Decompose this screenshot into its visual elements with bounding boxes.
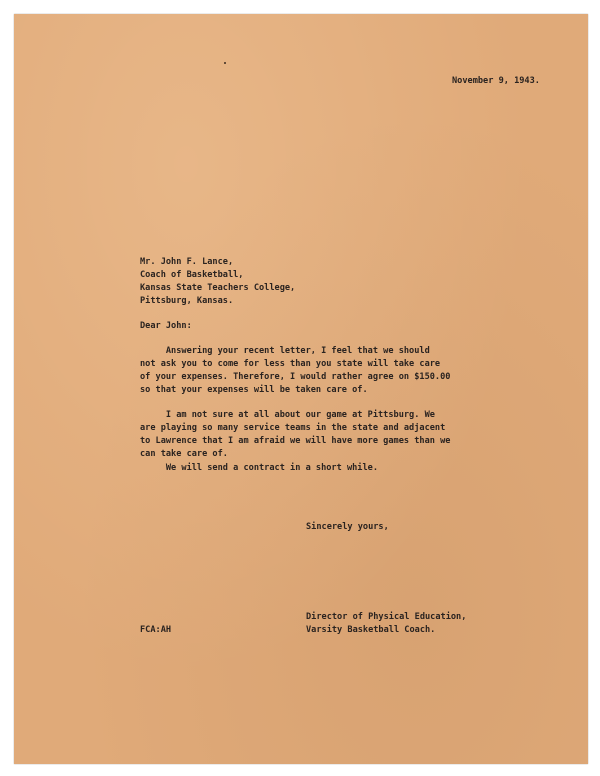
body-line: so that your expenses will be taken care of. [140,385,368,395]
salutation: Dear John: [140,321,192,331]
page-speck [224,62,226,64]
recipient-line: Pittsburg, Kansas. [140,296,234,306]
body-line: I am not sure at all about our game at Pittsburg. We [140,410,435,420]
letter-date: November 9, 1943. [452,76,540,86]
body-line: Answering your recent letter, I feel that we should [140,346,430,356]
recipient-line: Coach of Basketball, [140,270,244,280]
recipient-line: Kansas State Teachers College, [140,283,296,293]
recipient-line: Mr. John F. Lance, [140,257,234,267]
closing: Sincerely yours, [306,522,389,532]
body-line: to Lawrence that I am afraid we will have more games than we [140,436,451,446]
body-line: are playing so many service teams in the state and adjacent [140,423,446,433]
body-paragraph-3: We will send a contract in a short while. [140,463,378,473]
letter-page [14,14,588,764]
typist-initials: FCA:AH [140,625,172,635]
body-line: of your expenses. Therefore, I would rather agree on $150.00 [140,372,451,382]
body-line: not ask you to come for less than you state will take care [140,359,441,369]
body-line: can take care of. [140,449,228,459]
title-line: Director of Physical Education, [306,612,467,622]
title-line: Varsity Basketball Coach. [306,625,436,635]
